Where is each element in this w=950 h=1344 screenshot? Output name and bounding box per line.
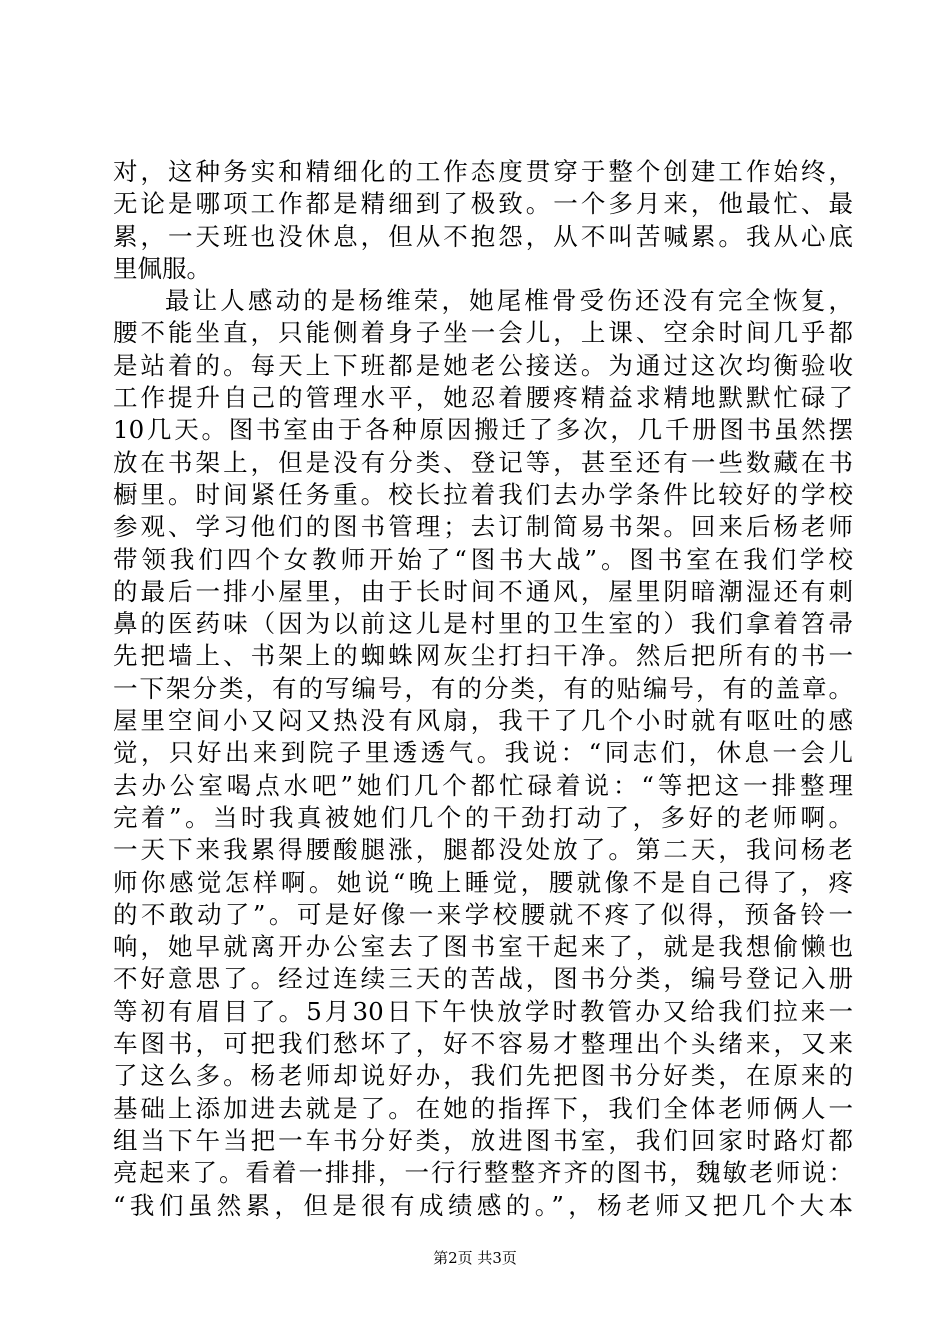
text-line: 等初有眉目了。5月30日下午快放学时教管办又给我们拉来一 — [113, 996, 853, 1026]
text-line: 觉，只好出来到院子里透透气。我说：“同志们，休息一会儿 — [113, 738, 853, 768]
text-line: 工作提升自己的管理水平，她忍着腰疼精益求精地默默忙碌了 — [113, 383, 853, 413]
text-line: 完着”。当时我真被她们几个的干劲打动了，多好的老师啊。 — [113, 802, 853, 832]
text-line: 了这么多。杨老师却说好办，我们先把图书分好类，在原来的 — [113, 1061, 853, 1091]
text-line: 基础上添加进去就是了。在她的指挥下，我们全体老师俩人一 — [113, 1093, 853, 1123]
text-line: 是站着的。每天上下班都是她老公接送。为通过这次均衡验收 — [113, 350, 853, 380]
text-line: 橱里。时间紧任务重。校长拉着我们去办学条件比较好的学校 — [113, 479, 853, 509]
text-line: 累，一天班也没休息，但从不抱怨，从不叫苦喊累。我从心底 — [113, 221, 853, 251]
text-line: 放在书架上，但是没有分类、登记等，甚至还有一些数藏在书 — [113, 447, 853, 477]
text-line: 组当下午当把一车书分好类，放进图书室，我们回家时路灯都 — [113, 1125, 853, 1155]
text-line: 响，她早就离开办公室去了图书室干起来了，就是我想偷懒也 — [113, 932, 853, 962]
body-text — [113, 156, 853, 1222]
text-line: 一天下来我累得腰酸腿涨，腿都没处放了。第二天，我问杨老 — [113, 835, 853, 865]
page-footer: 第2页 共3页 — [433, 1249, 517, 1267]
text-line: 10几天。图书室由于各种原因搬迁了多次，几千册图书虽然摆 — [113, 415, 853, 445]
text-line: “我们虽然累，但是很有成绩感的。”，杨老师又把几个大本 — [113, 1190, 853, 1220]
text-line: 车图书，可把我们愁坏了，好不容易才整理出个头绪来，又来 — [113, 1029, 853, 1059]
text-line: 屋里空间小又闷又热没有风扇，我干了几个小时就有呕吐的感 — [113, 706, 853, 736]
text-line: 腰不能坐直，只能侧着身子坐一会儿，上课、空余时间几乎都 — [113, 318, 853, 348]
text-line: 师你感觉怎样啊。她说“晚上睡觉，腰就像不是自己得了，疼 — [113, 867, 853, 897]
text-line: 的最后一排小屋里，由于长时间不通风，屋里阴暗潮湿还有刺 — [113, 576, 853, 606]
text-line: 去办公室喝点水吧”她们几个都忙碌着说：“等把这一排整理 — [113, 770, 853, 800]
text-line: 最让人感动的是杨维荣，她尾椎骨受伤还没有完全恢复， — [165, 286, 853, 316]
text-line: 参观、学习他们的图书管理；去订制简易书架。回来后杨老师 — [113, 512, 853, 542]
text-line: 亮起来了。看着一排排，一行行整整齐齐的图书，魏敏老师说： — [113, 1158, 853, 1188]
text-line: 带领我们四个女教师开始了“图书大战”。图书室在我们学校 — [113, 544, 853, 574]
text-line: 里佩服。 — [113, 253, 211, 283]
text-line: 先把墙上、书架上的蜘蛛网灰尘打扫干净。然后把所有的书一 — [113, 641, 853, 671]
text-line: 的不敢动了”。可是好像一来学校腰就不疼了似得，预备铃一 — [113, 899, 853, 929]
text-line: 不好意思了。经过连续三天的苦战，图书分类，编号登记入册 — [113, 964, 853, 994]
text-line: 无论是哪项工作都是精细到了极致。一个多月来，他最忙、最 — [113, 189, 853, 219]
text-line: 一下架分类，有的写编号，有的分类，有的贴编号，有的盖章。 — [113, 673, 853, 703]
text-line: 鼻的医药味（因为以前这儿是村里的卫生室的）我们拿着笤帚 — [113, 609, 853, 639]
text-line: 对，这种务实和精细化的工作态度贯穿于整个创建工作始终， — [113, 157, 853, 186]
